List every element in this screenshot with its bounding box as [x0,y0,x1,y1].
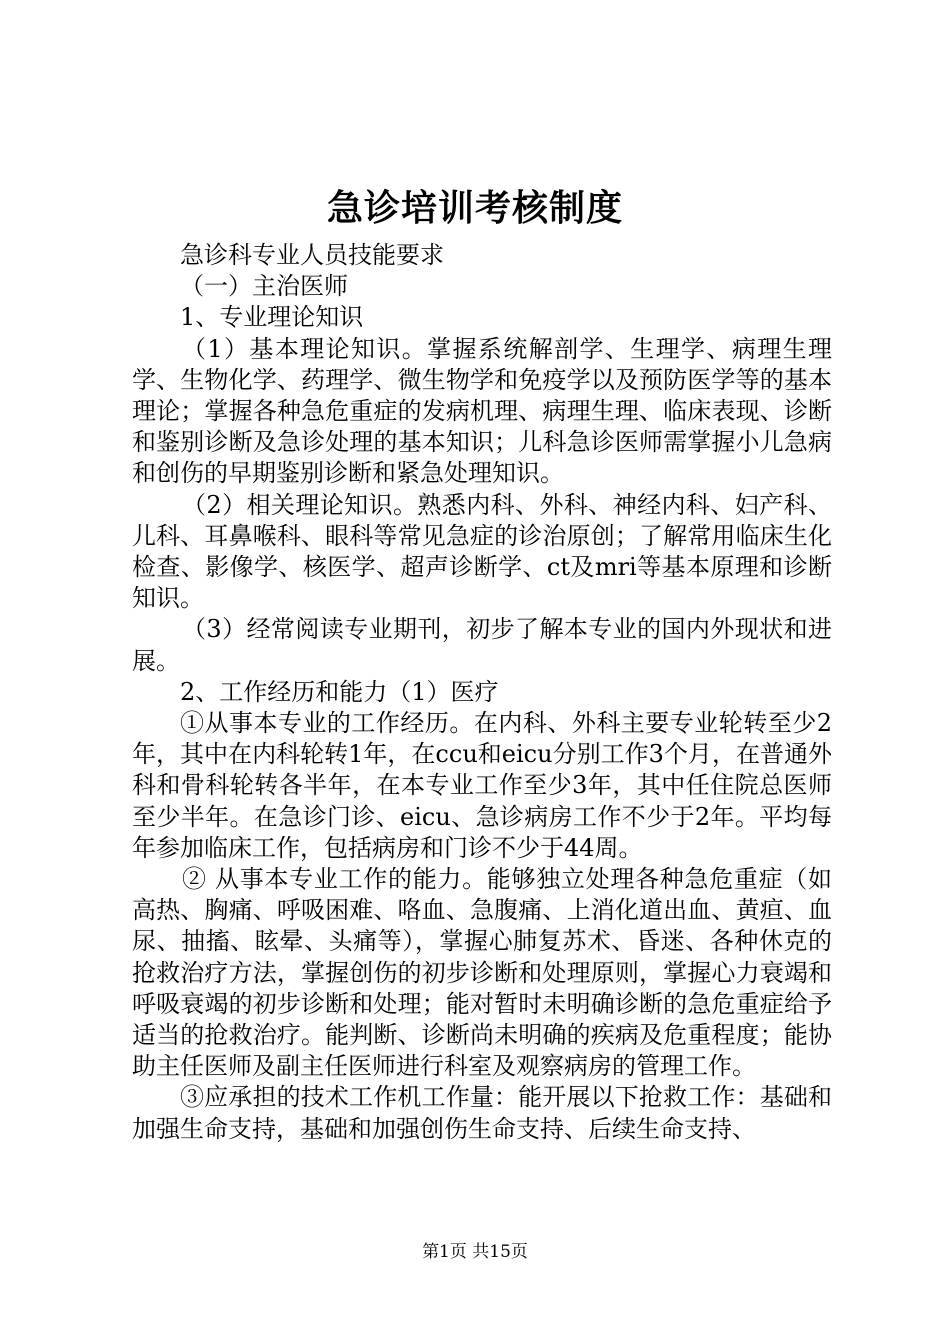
paragraph-related-theory: （2）相关理论知识。熟悉内科、外科、神经内科、妇产科、儿科、耳鼻喉科、眼科等常见急症的诊治原创；了解常用临床生化检查、影像学、核医学、超声诊断学、ct及mri等基本原理和诊断知识。 [132,490,832,613]
paragraph-basic-theory: （1）基本理论知识。掌握系统解剖学、生理学、病理生理学、生物化学、药理学、微生物学和免疫学以及预防医学等的基本理论；掌握各种急危重症的发病机理、病理生理、临床表现、诊断和鉴别诊断及急诊处理的基本知识；儿科急诊医师需掌握小儿急病和创伤的早期鉴别诊断和紧急处理知识。 [132,334,832,488]
document-title: 急诊培训考核制度 [326,187,623,229]
paragraph-journals: （3）经常阅读专业期刊，初步了解本专业的国内外现状和进展。 [132,615,832,675]
paragraph-subsection-heading: （一）主治医师 [180,272,348,301]
document-body [132,240,832,1145]
paragraph-workload: ③应承担的技术工作机工作量：能开展以下抢救工作：基础和加强生命支持，基础和加强创伤生命支持、后续生命支持、 [132,1083,832,1143]
paragraph-work-ability: ② 从事本专业工作的能力。能够独立处理各种急危重症（如高热、胸痛、呼吸困难、咯血、急腹痛、上消化道出血、黄疸、血尿、抽搐、眩晕、头痛等），掌握心肺复苏术、昏迷、各种休克的抢救治疗方法，掌握创伤的初步诊断和处理原则，掌握心力衰竭和呼吸衰竭的初步诊断和处理；能对暂时未明确诊断的急危重症给予适当的抢救治疗。能判断、诊断尚未明确的疾病及危重程度；能协助主任医师及副主任医师进行科室及观察病房的管理工作。 [132,865,832,1081]
paragraph-work-experience-heading: 2、工作经历和能力（1）医疗 [180,677,499,706]
paragraph-item-heading: 1、专业理论知识 [180,303,364,332]
page-footer: 第1页 共15页 [422,1242,528,1262]
paragraph-section-heading: 急诊科专业人员技能要求 [180,241,444,269]
paragraph-work-experience: ①从事本专业的工作经历。在内科、外科主要专业轮转至少2年，其中在内科轮转1年，在ccu和eicu分别工作3个月，在普通外科和骨科轮转各半年，在本专业工作至少3年，其中任住院总医师至少半年。在急诊门诊、eicu、急诊病房工作不少于2年。平均每年参加临床工作，包括病房和门诊不少于44周。 [132,709,832,862]
